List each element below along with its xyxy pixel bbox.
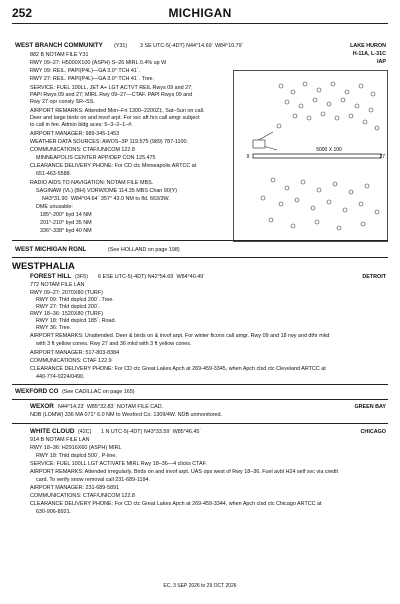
cross-reference: (See HOLLAND on page 198) xyxy=(108,247,180,253)
section-rule xyxy=(12,399,388,400)
dme-line: 336°-338° byd 40 NM xyxy=(40,228,92,234)
ramp xyxy=(253,140,265,148)
runway-end-line: RWY 18: Thld dsplcd 500´. P-line. xyxy=(36,453,117,459)
airport-name: WHITE CLOUD xyxy=(30,428,75,435)
weather-line: WEATHER DATA SOURCES: AWOS–3P 119.575 (989) 787-1100. xyxy=(30,139,188,145)
runway-line: RWY 18–36: H2916X60 (ASPH) MIRL xyxy=(30,445,122,451)
clearance-line: 651-463-5588. xyxy=(36,171,72,177)
remarks-line: AIRPORT REMARKS: Unattended. Deer & birds on & invof arpt. For winter ficons call amgr. Rwy 09 and 18 rwy and dthr mkd xyxy=(30,333,330,339)
region-label: CHICAGO xyxy=(360,429,386,435)
clearance-line: CLEARANCE DELIVERY PHONE: For CD ctc Minneapolis ARTCC at xyxy=(30,163,197,169)
page-header xyxy=(12,6,388,22)
region-label: GREEN BAY xyxy=(354,404,386,410)
airport-elevation: 914 B NOTAM FILE LAN xyxy=(30,437,90,443)
navaid-name: WEXOR xyxy=(30,403,54,410)
navaid-line: SAGINAW (VL) (BH) VORW/DME 114.35 MBS Chan 90(Y) xyxy=(36,188,177,194)
airport-elevation: 772 NOTAM FILE LAN xyxy=(30,282,85,288)
service-line: SERVICE: FUEL 100LL LGT ACTIVATE MIRL Rwy 18–36—4 clicks CTAF. xyxy=(30,461,207,467)
navaid-header: RADIO AIDS TO NAVIGATION: NOTAM FILE MBS. xyxy=(30,180,154,186)
remarks-line: AIRPORT REMARKS: Attended irregularly. Birds on and invof arpt. UAS ops west of Rwy 18–36. Fuel avbl H24 self svc via credit xyxy=(30,469,338,475)
comm-line: COMMUNICATIONS: CTAF/UNICOM 122.8 xyxy=(30,147,135,153)
airport-location: 1 N UTC-5(-4DT) N43°33.59´ W85°46.45´ xyxy=(101,429,202,435)
remarks-line: Deer and large birds on and invof arpt. For svc aft hrs call amgr subject xyxy=(30,115,200,121)
service-line: Rwy 27 opr consly SR–SS. xyxy=(30,99,95,105)
section-rule xyxy=(12,257,388,258)
remarks-line: card. To verify snow removal call 231-689-1194. xyxy=(36,477,150,483)
service-line: PAPI Rwys 09 and 27; MIRL Rwy 09–27—CTAF. PAPI Rwys 09 and xyxy=(30,92,193,98)
cross-reference: (See CADILLAC on page 165) xyxy=(62,389,135,395)
airport-name: FOREST HILL xyxy=(30,273,72,280)
section-rule xyxy=(12,423,388,424)
comm-line: COMMUNICATIONS: CTAF 122.9 xyxy=(30,358,112,364)
runway-line: RWY 09–27: 2070X80 (TURF) xyxy=(30,290,103,296)
clearance-line: CLEARANCE DELIVERY PHONE: For CD ctc Great Lakes Apch at 269-459-3345, when Apch clsd ctc Cleveland ARTCC at xyxy=(30,366,326,372)
runway-end-line: RWY 36: Tree. xyxy=(36,325,72,331)
clearance-line: CLEARANCE DELIVERY PHONE: For CD ctc Great Lakes Apch at 269-459-3344, when Apch clsd ctc Chicago ARTCC at xyxy=(30,501,322,507)
chart-list: H-11A, L-31C xyxy=(352,51,386,57)
airport-name: WEXFORD CO xyxy=(15,388,59,395)
runway-dimensions: 5000 X 100 xyxy=(316,147,342,153)
airport-id: (42C) xyxy=(78,429,92,435)
manager-line: AIRPORT MANAGER: 517-803-8384 xyxy=(30,350,120,356)
clearance-line: 440-774-0224/0490. xyxy=(36,374,85,380)
airport-diagram xyxy=(233,70,388,242)
remarks-line: AIRPORT REMARKS: Attended Mon–Fri 1300–2200Z‡, Sat–Sun on call. xyxy=(30,108,205,114)
header-rule xyxy=(12,23,388,24)
approach-line: MINNEAPOLIS CENTER APP/DEP CON 125.475 xyxy=(36,155,156,161)
runway-end-line: RWY 27: REIL. PAPI(P4L)—GA 3.0° TCH 41´. Tree. xyxy=(30,76,154,82)
service-line: SERVICE: FUEL 100LL, JET A+ LGT ACTVT REIL Rwys 09 and 27; xyxy=(30,85,193,91)
runway-end-line: RWY 09: Thld dsplcd 200´. Tree. xyxy=(36,297,114,303)
runway-end-line: RWY 27: Thld dsplcd 200´. xyxy=(36,304,101,310)
manager-line: AIRPORT MANAGER: 989-345-1453 xyxy=(30,131,120,137)
runway-end-line: RWY 18: Thld dsplcd 185´. Road. xyxy=(36,318,117,324)
navaid-location: N44°14.23´ W85°32.83´ NOTAM FILE CAD. xyxy=(58,404,164,410)
region-label: DETROIT xyxy=(362,274,386,280)
page-footer: EC, 3 SEP 2026 to 29 OCT 2026 xyxy=(163,583,237,589)
runway-end-9: 9 xyxy=(246,154,250,160)
runway-end-27: 27 xyxy=(379,154,385,160)
dme-line: 185°-200° byd 14 NM xyxy=(40,212,92,218)
city-section-title: WESTPHALIA xyxy=(12,261,75,272)
airport-id: (Y31) xyxy=(114,43,128,49)
section-rule xyxy=(12,384,388,385)
airport-name: WEST BRANCH COMMUNITY xyxy=(15,42,103,49)
runway-09-27 xyxy=(253,154,381,158)
airport-elevation: 882 B NOTAM FILE Y31 xyxy=(30,52,89,58)
remarks-line: with 3 ft yellow cones. Rwy 27 and 36 mkd with 3 ft yellow cones. xyxy=(36,341,192,347)
dme-header: DME unusable: xyxy=(36,204,73,210)
runway-line: RWY 18–36: 1520X80 (TURF) xyxy=(30,311,103,317)
region-label: LAKE HURON xyxy=(350,43,386,49)
iap-label: IAP xyxy=(377,59,386,65)
dme-line: 201°-210° byd 35 NM xyxy=(40,220,92,226)
clearance-line: 630-906-8921. xyxy=(36,509,72,515)
navaid-line: N43°31.90´ W84°04.64´ 357° 43.0 NM to fld. 663/3W. xyxy=(42,196,170,202)
airport-id: (3F5) xyxy=(75,274,88,280)
page-number: 252 xyxy=(12,6,33,20)
airport-name: WEST MICHIGAN RGNL xyxy=(15,246,87,253)
airport-location: 6 ESE UTC-5(-4DT) N42°54.69´ W84°40.49´ xyxy=(98,274,206,280)
ndb-line: NDB (LOMW) 336 MA 071° 6.0 NM to Wexford Co. 1309/4W. NDB unmonitored. xyxy=(30,412,223,418)
airport-location: 3 SE UTC-5(-4DT) N44°14.69´ W84°10.79´ xyxy=(140,43,244,49)
runway-end-line: RWY 09: REIL. PAPI(P4L)—GA 3.0° TCH 41´. xyxy=(30,68,141,74)
remarks-line: to call in fee. Admin bldg aces: 5–3–2–1–#. xyxy=(30,122,133,128)
state-title: MICHIGAN xyxy=(168,6,232,20)
section-rule xyxy=(12,240,388,241)
comm-line: COMMUNICATIONS: CTAF/UNICOM 122.8 xyxy=(30,493,135,499)
runway-line: RWY 09–27: H5000X100 (ASPH) S–26 MIRL 0.4% up W xyxy=(30,60,167,66)
manager-line: AIRPORT MANAGER: 231-689-5891 xyxy=(30,485,120,491)
